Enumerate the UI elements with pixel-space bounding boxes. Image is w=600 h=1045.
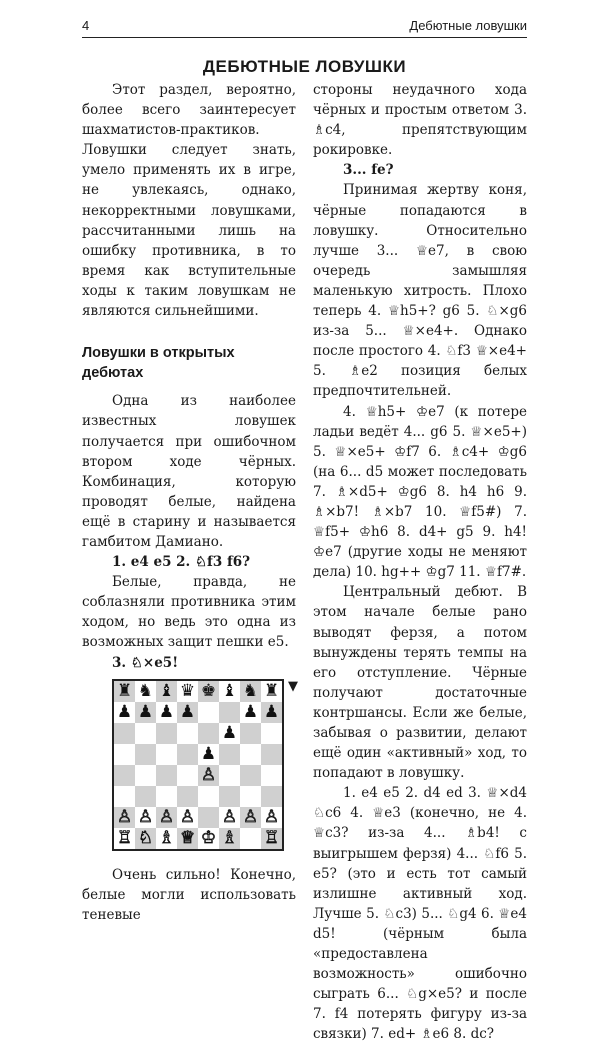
square-h2: [261, 807, 282, 828]
square-h5: [261, 744, 282, 765]
piece-g7: ♟: [242, 701, 259, 722]
square-a8: [114, 681, 135, 702]
chess-board: [112, 679, 284, 851]
square-e2: [198, 807, 219, 828]
piece-a7: ♟: [116, 701, 133, 722]
paragraph: стороны неудачного хода чёрных и простым ответом 3. ♗c4, препятствующим рокировке.: [313, 82, 527, 159]
piece-a2: ♙: [116, 806, 133, 827]
square-c7: [156, 702, 177, 723]
paragraph: 1. e4 e5 2. d4 ed 3. ♕×d4 ♘c6 4. ♕e3 (конечно, не 4. ♕c3? из-за 4... ♗b4! с выигрышем ферзя) 4... ♘f6 5. e5? (это и есть тот самый излишне активный ход. Лучше 5. ♘c3) 5... ♘g4 6. ♕e4 d5! (чёрным была «предоставлена возможность» ошибочно сыграть 6... ♘g×e5? и после 7. f4 потерять фигуру из-за связки) 7. ed+ ♗e6 8. dc?: [313, 785, 527, 1043]
paragraph: Принимая жертву коня, чёрные попадаются в ловушку. Относительно лучше 3... ♕e7, в свою очередь замышляя маленькую хитрость. Плохо теперь 4. ♕h5+? g6 5. ♘×g6 из-за 5... ♕×e4+. Однако после простого 4. ♘f3 ♕×e4+ 5. ♗e2 позиция белых предпочтительней.: [313, 182, 527, 400]
piece-e5: ♟: [200, 743, 217, 764]
square-a1: [114, 828, 135, 849]
square-b6: [135, 723, 156, 744]
square-h7: [261, 702, 282, 723]
piece-c7: ♟: [158, 701, 175, 722]
square-d5: [177, 744, 198, 765]
piece-h2: ♙: [263, 806, 280, 827]
piece-e8: ♚: [200, 680, 217, 701]
piece-b1: ♘: [137, 827, 154, 848]
move-line: 3... fe?: [343, 162, 394, 179]
move-line: 1. e4 e5 2. ♘f3 f6?: [112, 554, 251, 571]
square-f2: [219, 807, 240, 828]
square-g1: [240, 828, 261, 849]
page-header: [82, 18, 527, 36]
square-f6: [219, 723, 240, 744]
square-c2: [156, 807, 177, 828]
square-e5: [198, 744, 219, 765]
piece-e4: ♙: [200, 764, 217, 785]
square-g3: [240, 786, 261, 807]
move-line: 3. ♘×e5!: [112, 654, 179, 671]
page-number: 4: [82, 18, 90, 33]
piece-f2: ♙: [221, 806, 238, 827]
square-d3: [177, 786, 198, 807]
piece-d8: ♛: [179, 680, 196, 701]
square-h6: [261, 723, 282, 744]
piece-b2: ♙: [137, 806, 154, 827]
square-e8: [198, 681, 219, 702]
square-d1: [177, 828, 198, 849]
square-f4: [219, 765, 240, 786]
piece-c2: ♙: [158, 806, 175, 827]
square-d4: [177, 765, 198, 786]
piece-b7: ♟: [137, 701, 154, 722]
square-d8: [177, 681, 198, 702]
square-a2: [114, 807, 135, 828]
piece-a8: ♜: [116, 680, 133, 701]
piece-f1: ♗: [221, 827, 238, 848]
square-b2: [135, 807, 156, 828]
square-h4: [261, 765, 282, 786]
paragraph: Одна из наиболее известных ловушек получается при ошибочном втором ходе чёрных. Комбинация, которую проводят белые, найдена ещё в старину и называется гамбитом Дамиано.: [82, 393, 296, 550]
piece-h7: ♟: [263, 701, 280, 722]
header-divider: [82, 37, 527, 38]
square-e3: [198, 786, 219, 807]
piece-a1: ♖: [116, 827, 133, 848]
piece-g8: ♞: [242, 680, 259, 701]
square-b8: [135, 681, 156, 702]
left-column: [82, 80, 296, 925]
square-f8: [219, 681, 240, 702]
square-b3: [135, 786, 156, 807]
square-f7: [219, 702, 240, 723]
section-heading: Ловушки в открытых дебютах: [82, 345, 235, 382]
piece-h8: ♜: [263, 680, 280, 701]
square-e6: [198, 723, 219, 744]
chess-diagram: [112, 678, 298, 859]
square-b4: [135, 765, 156, 786]
piece-b8: ♞: [137, 680, 154, 701]
square-a7: [114, 702, 135, 723]
paragraph: Белые, правда, не соблазняли противника этим ходом, но ведь это одна из возможных защит пешки e5.: [82, 574, 296, 651]
paragraph: Очень сильно! Конечно, белые могли использовать теневые: [82, 866, 296, 923]
paragraph: Центральный дебют. В этом начале белые рано выводят ферзя, а потом вынуждены терять темпы на его отступление. Чёрные получают достаточные контршансы. Если же белые, забывая о развитии, делают ещё один «активный» ход, то попадают в ловушку.: [313, 584, 527, 782]
intro-paragraph: Этот раздел, вероятно, более всего заинтересует шахматистов-практиков. Ловушки следует знать, умело применять их в игре, не увлекаясь, однако, некорректными ловушками, рассчитанными лишь на ошибку противника, в то время как вступительные ходы к таким ловушкам не являются сильнейшими.: [82, 82, 296, 320]
square-a5: [114, 744, 135, 765]
square-g4: [240, 765, 261, 786]
square-c4: [156, 765, 177, 786]
square-f5: [219, 744, 240, 765]
piece-d2: ♙: [179, 806, 196, 827]
square-d7: [177, 702, 198, 723]
square-b5: [135, 744, 156, 765]
piece-f6: ♟: [221, 722, 238, 743]
square-g7: [240, 702, 261, 723]
square-g2: [240, 807, 261, 828]
piece-e1: ♔: [200, 827, 217, 848]
paragraph: 4. ♕h5+ ♔e7 (к потере ладьи ведёт 4... g6 5. ♕×e5+) 5. ♕×e5+ ♔f7 6. ♗c4+ ♔g6 (на 6... d5 может последовать 7. ♗×d5+ ♔g6 8. h4 h6 9. ♗×b7! ♗×b7 10. ♕f5#) 7. ♕f5+ ♔h6 8. d4+ g5 9. h4! ♔e7 (другие ходы не меняют дела) 10. hg++ ♔g7 11. ♕f7#.: [313, 403, 527, 581]
square-c6: [156, 723, 177, 744]
square-g5: [240, 744, 261, 765]
square-b7: [135, 702, 156, 723]
piece-h1: ♖: [263, 827, 280, 848]
square-a3: [114, 786, 135, 807]
page-title: ДЕБЮТНЫЕ ЛОВУШКИ: [202, 57, 407, 76]
square-e7: [198, 702, 219, 723]
square-g6: [240, 723, 261, 744]
square-h3: [261, 786, 282, 807]
square-b1: [135, 828, 156, 849]
square-e1: [198, 828, 219, 849]
square-h8: [261, 681, 282, 702]
piece-g2: ♙: [242, 806, 259, 827]
square-h1: [261, 828, 282, 849]
square-c8: [156, 681, 177, 702]
piece-d7: ♟: [179, 701, 196, 722]
square-e4: [198, 765, 219, 786]
running-title: Дебютные ловушки: [409, 18, 527, 33]
square-c3: [156, 786, 177, 807]
square-c5: [156, 744, 177, 765]
piece-c1: ♗: [158, 827, 175, 848]
square-d6: [177, 723, 198, 744]
square-a4: [114, 765, 135, 786]
square-d2: [177, 807, 198, 828]
square-f1: [219, 828, 240, 849]
square-g8: [240, 681, 261, 702]
piece-c8: ♝: [158, 680, 175, 701]
piece-f8: ♝: [221, 680, 238, 701]
to-move-marker-icon: ▼: [288, 678, 298, 694]
square-f3: [219, 786, 240, 807]
piece-d1: ♕: [179, 827, 196, 848]
square-a6: [114, 723, 135, 744]
square-c1: [156, 828, 177, 849]
right-column: [313, 80, 527, 1045]
